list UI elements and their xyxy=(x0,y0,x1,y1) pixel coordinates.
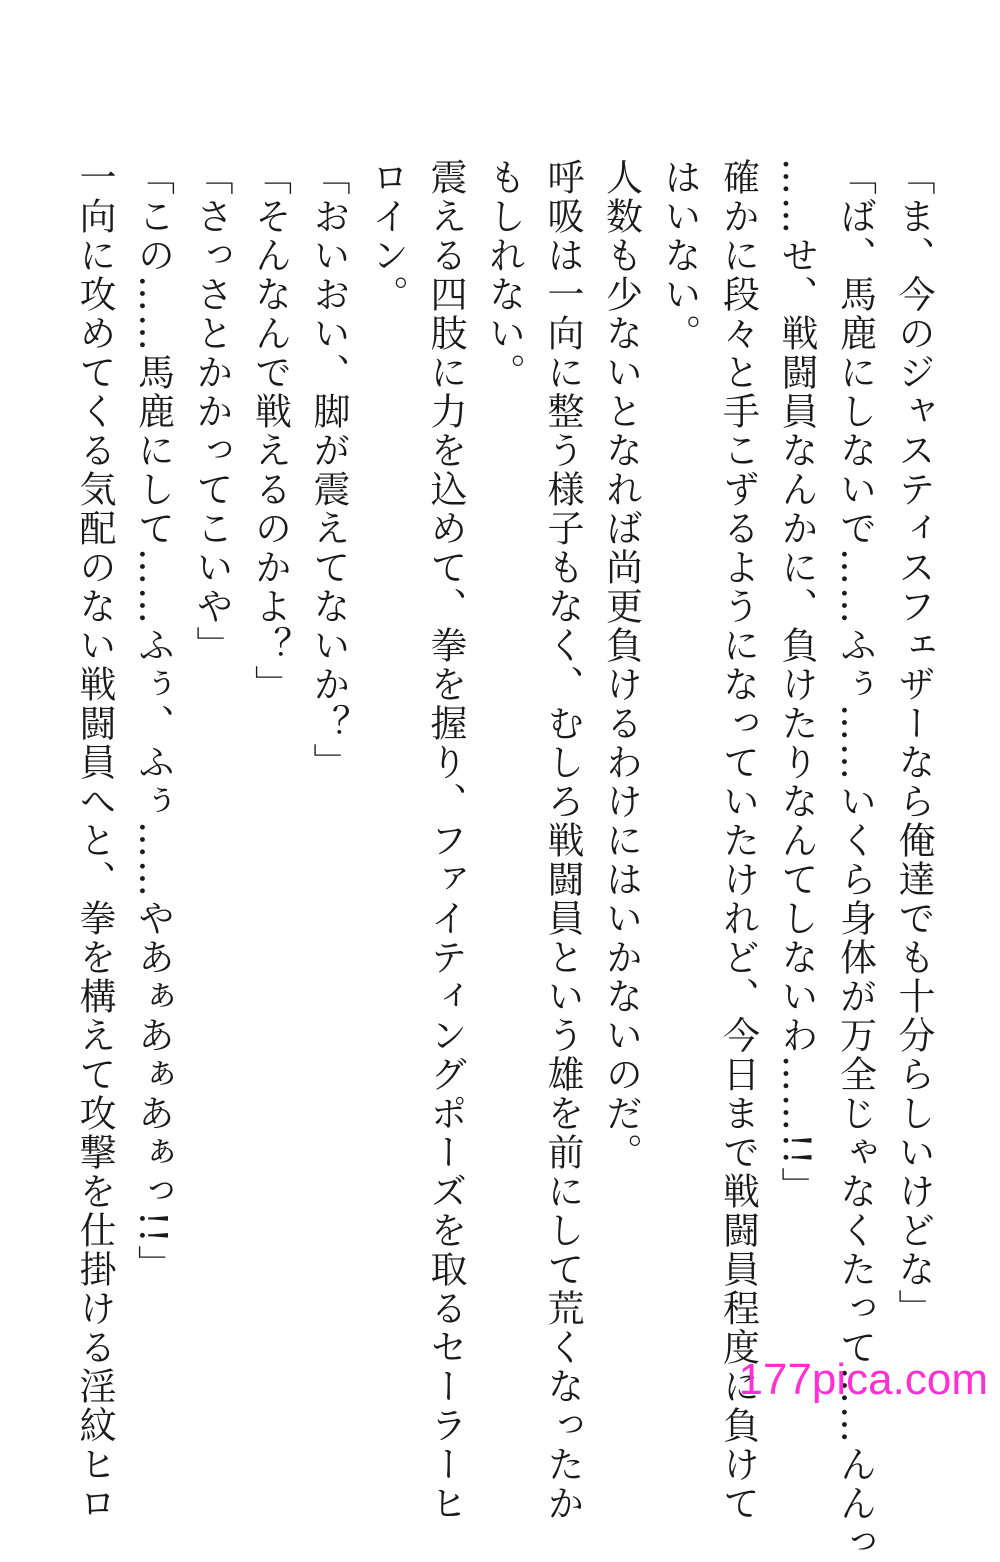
text-line-2: 「ば、馬鹿にしないで……ふぅ……いくら身体が万全じゃなくたって……んんっ xyxy=(833,158,877,1562)
text-line-4: 確かに段々と手こずるようになっていたけれど、今日まで戦闘員程度に負けて xyxy=(716,158,760,1523)
text-line-15: 一向に攻めてくる気配のない戦闘員へと、拳を構えて攻撃を仕掛ける淫紋ヒロ xyxy=(73,158,116,1523)
watermark-text: 177pica.com xyxy=(738,1355,988,1404)
text-line-3: ……せ、戦闘員なんかに、負けたりなんてしないわ……!!」 xyxy=(775,158,818,1206)
text-line-14: 「この……馬鹿にして……ふぅ、ふぅ……やあぁあぁあぁっ!!」 xyxy=(131,158,175,1284)
text-line-6: 人数も少ないとなれば尚更負けるわけにはいかないのだ。 xyxy=(599,158,643,1172)
text-line-9: 震える四肢に力を込めて、拳を握り、ファイティングポーズを取るセーラーヒ xyxy=(424,158,467,1523)
text-line-12: 「そんなんで戦えるのかよ？」 xyxy=(248,158,292,704)
text-line-5: はいない。 xyxy=(658,158,701,353)
text-line-7: 呼吸は一向に整う様子もなく、むしろ戦闘員という雄を前にして荒くなったか xyxy=(541,158,584,1523)
text-line-11: 「おいおい、脚が震えてないか？」 xyxy=(307,158,350,782)
text-line-8: もしれない。 xyxy=(482,158,526,392)
text-line-13: 「さっさとかかってこいや」 xyxy=(190,158,233,665)
text-line-10: ロイン。 xyxy=(365,158,409,314)
text-line-1: 「ま、今のジャスティスフェザーなら俺達でも十分らしいけどな」 xyxy=(892,158,935,1328)
